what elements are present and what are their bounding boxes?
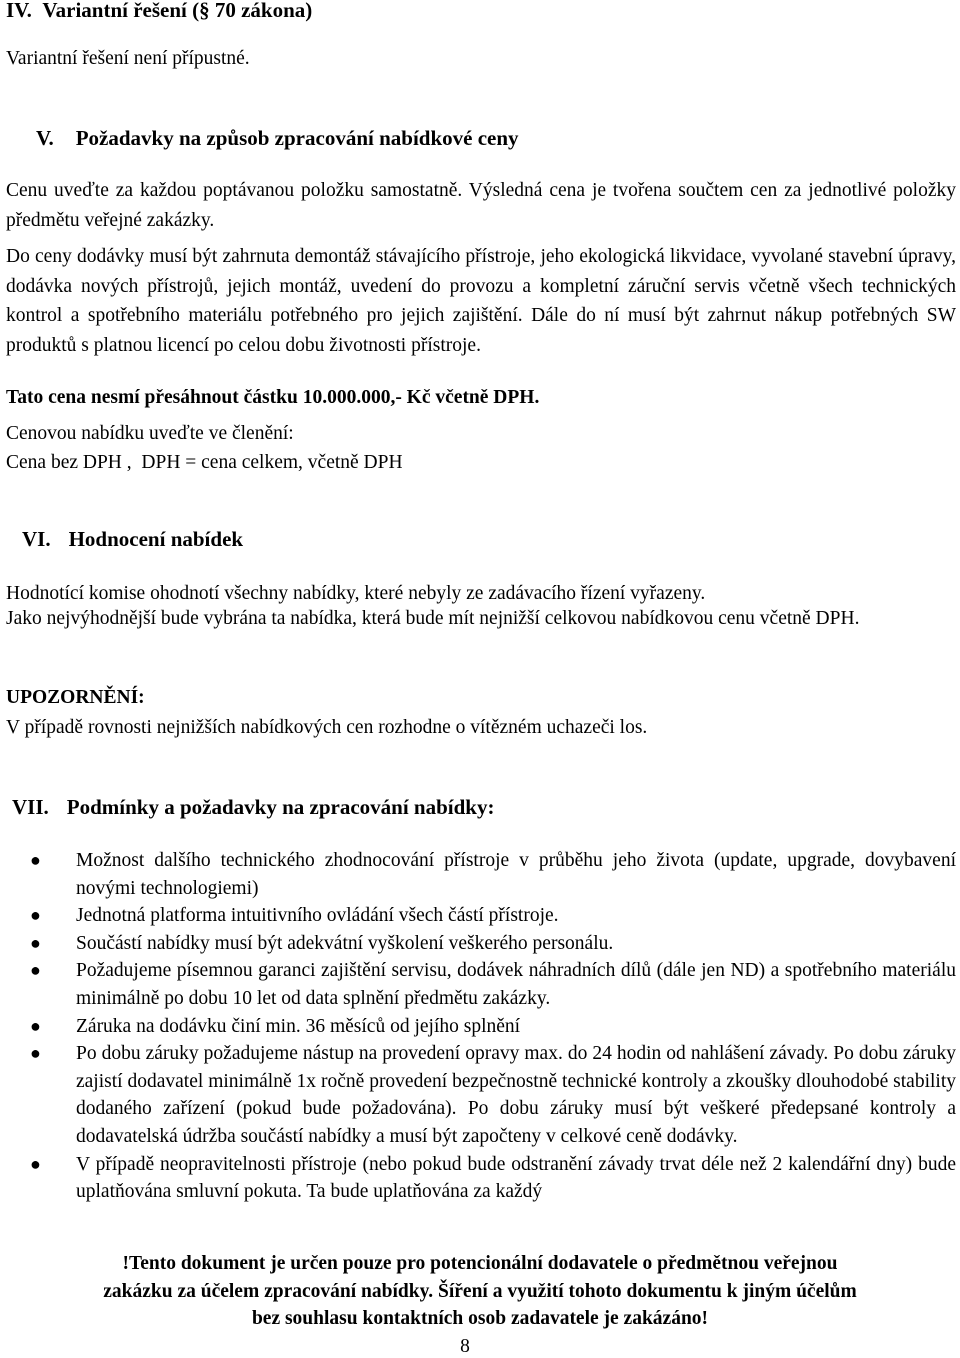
bullet-icon: ● [30, 960, 41, 981]
section-v-heading [36, 124, 956, 154]
bullet-icon: ● [30, 1015, 41, 1036]
list-item: ● Součástí nabídky musí být adekvátní vyškolení veškerého personálu. [30, 930, 956, 958]
page-number: 8 [460, 1336, 470, 1357]
bullet-icon: ● [30, 850, 41, 870]
list-item: ● V případě neopravitelnosti přístroje (nebo pokud bude odstranění závady trvat déle než 2 kalendářní dny) bude uplatňována smluvní pokuta. Ta bude uplatňována za každý [30, 1151, 956, 1206]
price-structure-label: Cenovou nabídku uveďte ve členění: [6, 423, 294, 444]
price-structure: Cena bez DPH , DPH = cena celkem, včetně DPH [6, 452, 403, 473]
requirements-list [30, 847, 956, 1206]
section-vi-heading [22, 525, 956, 555]
section-v-title: Požadavky na způsob zpracování nabídkové ceny [75, 126, 519, 150]
section-vi-number: VI. [22, 527, 51, 551]
notice-line-1: !Tento dokument je určen pouze pro potencionální dodavatele o předmětnou veřejnou [122, 1253, 838, 1274]
section-vi-paragraph-2: Jako nejvýhodnější bude vybrána ta nabídka, která bude mít nejnižší celkovou nabídkovou cenu včetně DPH. [6, 608, 860, 629]
section-iv-heading: IV. Variantní řešení (§ 70 zákona) [6, 0, 313, 22]
section-iv-text: Variantní řešení není přípustné. [6, 48, 250, 69]
warning-label: UPOZORNĚNÍ: [6, 687, 145, 708]
bullet-icon: ● [30, 1153, 41, 1174]
list-item: ● Po dobu záruky požadujeme nástup na provedení opravy max. do 24 hodin od nahlášení závady. Po dobu záruky zajistí dodavatel minimálně 1x ročně provedení bezpečnostně technické kontroly a zkoušky dlouhodobé stability dodaného zařízení (pokud bude požadována). Po dobu záruky musí být veškeré předepsané kontroly a dodavatelská údržba součástí nabídky a musí být započteny v celkové ceně dodávky. [30, 1040, 956, 1150]
list-item: ● Možnost dalšího technického zhodnocování přístroje v průběhu jeho života (update, upgrade, dovybavení novými technologiemi) [30, 847, 956, 902]
section-vii-title: Podmínky a požadavky na zpracování nabídky: [66, 795, 495, 819]
section-v-paragraph-2: Do ceny dodávky musí být zahrnuta demontáž stávajícího přístroje, jeho ekologická likvidace, vyvolané stavební úpravy, dodávka nových přístrojů, jejich montáž, uvedení do provozu a kompletní záruční servis včetně všech technických kontrol a spotřebního materiálu potřebného pro jejich zajištění. Dále do ní musí být zahrnut nákup potřebných SW produktů s platnou licencí po celou dobu životnosti přístroje. [6, 246, 956, 356]
list-item: ● Požadujeme písemnou garanci zajištění servisu, dodávek náhradních dílů (dále jen ND) a spotřebního materiálu minimálně po dobu 10 let od data splnění předmětu zakázky. [30, 957, 956, 1012]
notice-line-3: bez souhlasu kontaktních osob zadavatele je zakázáno! [251, 1308, 709, 1329]
confidentiality-notice [0, 1250, 960, 1333]
list-item: ● Jednotná platforma intuitivního ovládání všech částí přístroje. [30, 902, 956, 930]
section-v-number: V. [36, 126, 54, 150]
bullet-icon: ● [30, 932, 41, 953]
section-vi-paragraph-1: Hodnotící komise ohodnotí všechny nabídky, které nebyly ze zadávacího řízení vyřazeny. [6, 583, 706, 604]
section-v-paragraph-1: Cenu uveďte za každou poptávanou položku samostatně. Výsledná cena je tvořena součtem cen za jednotlivé položky předmětu veřejné zakázky. [6, 180, 956, 231]
bullet-icon: ● [30, 905, 41, 926]
section-vii-heading [12, 793, 956, 823]
list-item: ● Záruka na dodávku činí min. 36 měsíců od jejího splnění [30, 1013, 956, 1041]
bullet-icon: ● [30, 1043, 41, 1064]
price-limit: Tato cena nesmí přesáhnout částku 10.000.000,- Kč včetně DPH. [6, 387, 540, 408]
section-vii-number: VII. [12, 795, 49, 819]
section-vi-title: Hodnocení nabídek [68, 527, 244, 551]
warning-text: V případě rovnosti nejnižších nabídkových cen rozhodne o vítězném uchazeči los. [6, 717, 648, 738]
notice-line-2: zakázku za účelem zpracování nabídky. Šíření a využití tohoto dokumentu k jiným účelům [103, 1280, 857, 1302]
